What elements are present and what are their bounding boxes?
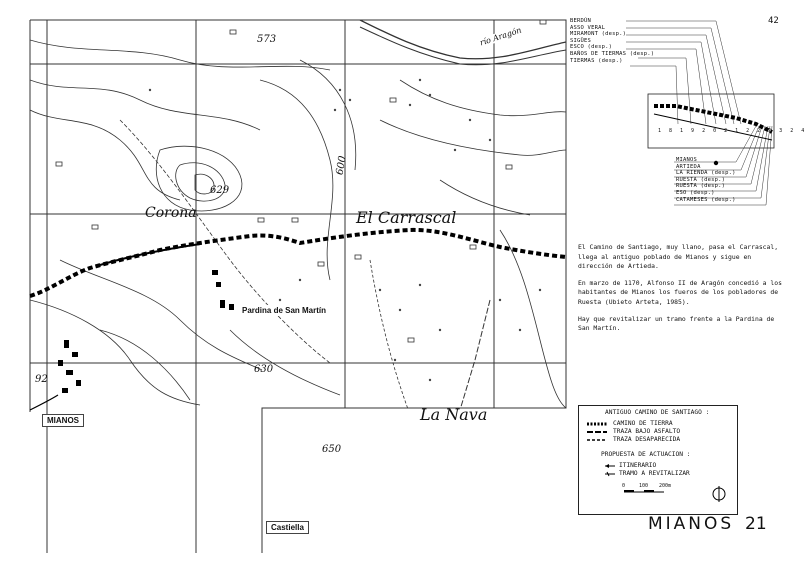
inset-bottom-item: LA RIENDA (desp.) <box>676 170 736 177</box>
legend-heading: ANTIGUO CAMINO DE SANTIAGO : <box>605 409 710 416</box>
legend-item: CAMINO DE TIERRA <box>613 420 673 427</box>
place-label-corona: Corona <box>145 205 197 221</box>
inset-bottom-item: RUESTA (desp.) <box>676 176 726 183</box>
river-label: río Aragón <box>478 25 523 48</box>
contour-label-650: 650 <box>322 444 342 455</box>
legend-item: TRAZA DESAPARECIDA <box>613 436 681 443</box>
inset-bottom-item: CATAMESES (desp.) <box>676 196 736 203</box>
description-paragraph: En marzo de 1170, Alfonso II de Aragón concedió a los habitantes de Mianos los fueros de los pobladores de Ruesta (Ubieto Arteta, 1985). <box>578 278 782 306</box>
legend-proposal-item: TRAMO A REVITALIZAR <box>619 470 690 477</box>
route-inset-diagram <box>566 14 812 210</box>
inset-top-item: MIRAMONT (desp.) <box>570 31 627 38</box>
legend-item: TRAZA BAJO ASFALTO <box>613 428 681 435</box>
inset-top-list <box>570 18 654 64</box>
inset-top-item: ESCO (desp.) <box>570 44 613 51</box>
mianos-buildings <box>58 270 234 393</box>
description-paragraph: El Camino de Santiago, muy llano, pasa el Carrascal, llega al antiguo poblado de Mianos y sigue en dirección de Artieda. <box>578 243 779 271</box>
track <box>120 120 330 363</box>
inset-bottom-item: MIANOS <box>676 157 698 163</box>
place-label-castiella: Castiella <box>266 521 309 534</box>
inset-top-item: BERDÚN <box>570 18 592 24</box>
inset-bottom-list <box>676 157 736 203</box>
inset-number: 21 <box>724 128 747 134</box>
description-paragraph: Hay que revitalizar un tramo frente a la Pardina de San Martín. <box>578 314 775 333</box>
page-number: 42 <box>768 16 779 26</box>
inset-top-item: SIGÜES <box>570 37 592 44</box>
footer-number: 21 <box>745 514 767 534</box>
contour-label-573: 573 <box>257 34 277 45</box>
contour-label-630: 630 <box>254 364 274 375</box>
inset-number: 22 <box>746 128 769 134</box>
scale-label: 0 <box>622 483 626 489</box>
place-label-la-nava: La Nava <box>420 405 488 424</box>
inset-top-item: TIERMAS (desp.) <box>570 57 623 64</box>
inset-number: 24 <box>790 128 812 134</box>
inset-top-item: BAÑOS DE TIERMAS (desp.) <box>570 50 655 57</box>
contour-label-629: 629 <box>210 185 230 196</box>
inset-bottom-item: RUESTA (desp.) <box>676 183 726 190</box>
scale-label: 100 <box>639 483 649 489</box>
place-label-el-carrascal: El Carrascal <box>356 208 457 227</box>
inset-number: 19 <box>680 128 703 134</box>
contour-label-600: 600 <box>334 155 349 176</box>
inset-number: 18 <box>658 128 681 134</box>
inset-top-item: ASSO VERAL <box>570 24 606 31</box>
description-text <box>578 243 783 341</box>
river-aragon <box>360 20 566 59</box>
scale-label: 200m <box>659 483 672 489</box>
inset-number: 23 <box>768 128 791 134</box>
inset-numbers <box>658 128 812 135</box>
inset-bottom-item: ARTIEDA <box>676 163 701 170</box>
legend-proposal-item: ITINERARIO <box>619 462 657 469</box>
footer-title: MIANOS <box>648 514 735 534</box>
inset-number: 20 <box>702 128 725 134</box>
contour-label-92: 92 <box>35 374 48 385</box>
map-legend <box>578 405 738 515</box>
place-label-mianos: MIANOS <box>42 414 84 427</box>
inset-bottom-item: ESO (desp.) <box>676 189 715 196</box>
place-label-pardina: Pardina de San Martín <box>238 305 330 316</box>
legend-proposal-heading: PROPUESTA DE ACTUACION : <box>601 451 691 458</box>
